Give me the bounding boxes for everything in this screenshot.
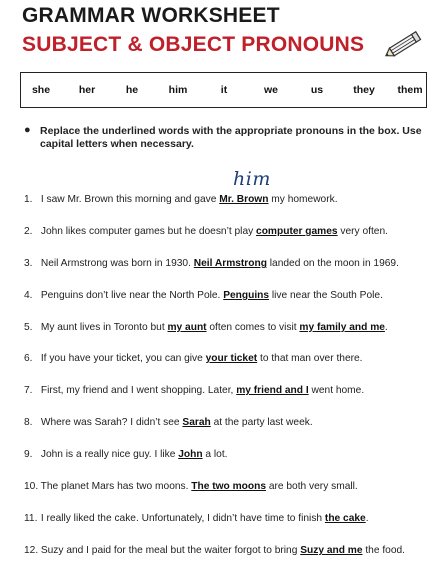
question-8 — [24, 416, 313, 429]
underlined-phrase: your ticket — [205, 353, 258, 364]
question-number: 11. — [24, 513, 38, 524]
worksheet-title: GRAMMAR WORKSHEET — [22, 4, 280, 27]
underlined-phrase: my family and me — [299, 322, 385, 333]
question-text: often comes to visit — [206, 322, 300, 333]
question-5 — [24, 321, 388, 334]
question-number: 7. — [24, 385, 33, 396]
question-6 — [24, 352, 363, 365]
underlined-phrase: computer games — [256, 226, 338, 237]
question-number: 8. — [24, 417, 33, 428]
question-2 — [24, 225, 388, 238]
question-9 — [24, 448, 228, 461]
pronoun-he: he — [125, 84, 139, 96]
pencil-icon — [382, 28, 426, 62]
underlined-phrase: the cake — [324, 513, 366, 524]
question-text: My aunt lives in Toronto but — [40, 322, 168, 333]
question-text: I saw Mr. Brown this morning and gave — [40, 194, 220, 205]
question-text: . — [365, 513, 369, 524]
pronoun-it: it — [220, 84, 228, 96]
question-7 — [24, 384, 364, 397]
underlined-phrase: John — [178, 449, 203, 460]
question-text: I really liked the cake. Unfortunately, I didn’t have time to finish — [40, 513, 325, 524]
question-number: 6. — [24, 353, 33, 364]
question-4 — [24, 289, 383, 302]
handwritten-answer: him — [233, 168, 271, 190]
question-12 — [24, 544, 405, 557]
question-text: a lot. — [202, 449, 228, 460]
instruction-text: Replace the underlined words with the appropriate pronouns in the box. Use capital letters when necessary. — [40, 125, 422, 150]
question-text: to that man over there. — [257, 353, 363, 364]
worksheet-subtitle: SUBJECT & OBJECT PRONOUNS — [22, 33, 365, 56]
question-number: 2. — [24, 226, 33, 237]
pronoun-they: they — [353, 84, 375, 96]
bullet-icon: ● — [24, 124, 31, 136]
pronoun-we: we — [263, 84, 279, 96]
question-text: Neil Armstrong was born in 1930. — [40, 258, 194, 269]
question-text: the food. — [362, 545, 405, 556]
question-text: are both very small. — [266, 481, 358, 492]
question-text: . — [384, 322, 388, 333]
question-number: 12. — [24, 545, 39, 556]
question-text: John likes computer games but he doesn’t play — [40, 226, 257, 237]
question-text: Penguins don’t live near the North Pole. — [40, 290, 224, 301]
question-10 — [24, 480, 358, 493]
question-text: very often. — [337, 226, 388, 237]
question-number: 10. — [24, 481, 39, 492]
question-number: 9. — [24, 449, 33, 460]
question-number: 1. — [24, 194, 33, 205]
underlined-phrase: Penguins — [223, 290, 270, 301]
pronoun-box — [20, 72, 427, 108]
question-1 — [24, 193, 338, 206]
pronoun-her: her — [78, 84, 96, 96]
question-number: 4. — [24, 290, 33, 301]
pronoun-them: them — [397, 84, 423, 96]
question-number: 3. — [24, 258, 33, 269]
question-text: landed on the moon in 1969. — [266, 258, 399, 269]
pronoun-him: him — [168, 84, 188, 96]
question-text: Where was Sarah? I didn’t see — [40, 417, 183, 428]
question-text: at the party last week. — [210, 417, 313, 428]
underlined-phrase: Sarah — [182, 417, 211, 428]
question-number: 5. — [24, 322, 33, 333]
underlined-phrase: Mr. Brown — [219, 194, 269, 205]
question-text: Suzy and I paid for the meal but the waiter forgot to bring — [40, 545, 301, 556]
underlined-phrase: my friend and I — [236, 385, 309, 396]
question-11 — [24, 512, 369, 525]
underlined-phrase: Suzy and me — [300, 545, 363, 556]
question-text: live near the South Pole. — [269, 290, 383, 301]
instructions — [24, 125, 424, 151]
question-text: my homework. — [268, 194, 338, 205]
underlined-phrase: my aunt — [167, 322, 207, 333]
question-text: John is a really nice guy. I like — [40, 449, 179, 460]
question-text: First, my friend and I went shopping. Later, — [40, 385, 237, 396]
question-3 — [24, 257, 399, 270]
underlined-phrase: Neil Armstrong — [193, 258, 267, 269]
question-text: went home. — [308, 385, 365, 396]
pronoun-us: us — [310, 84, 324, 96]
pronoun-she: she — [31, 84, 51, 96]
question-text: If you have your ticket, you can give — [40, 353, 206, 364]
underlined-phrase: The two moons — [191, 481, 266, 492]
question-text: The planet Mars has two moons. — [40, 481, 192, 492]
